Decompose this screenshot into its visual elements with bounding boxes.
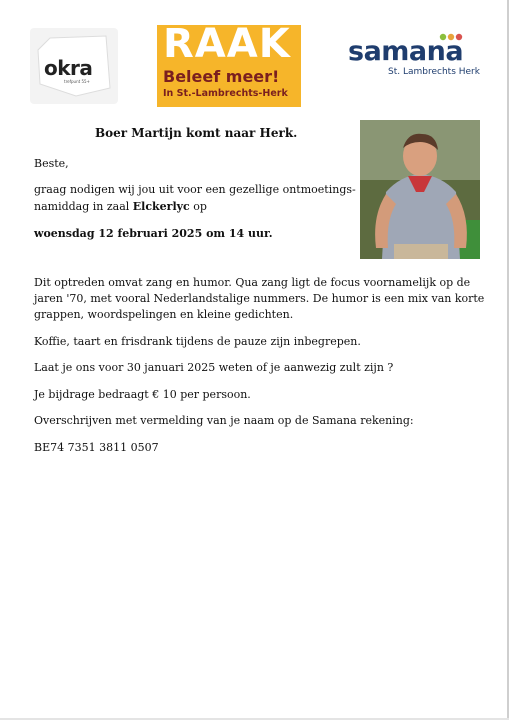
performer-photo-image: [360, 120, 480, 259]
invite-line-1: graag nodigen wij jou uit voor een gezellige ontmoetings-: [34, 183, 356, 196]
invite-line-2-pre: namiddag in zaal: [34, 200, 133, 213]
raak-logo: [157, 21, 301, 107]
body-line-2: jaren '70, met vooral Nederlandstalige nummers. De humor is een mix van korte: [34, 292, 485, 305]
okra-logo-text: okra: [44, 56, 93, 80]
raak-logo-title: RAAK: [163, 21, 291, 67]
raak-logo-location: In St.-Lambrechts-Herk: [163, 88, 288, 99]
transfer-instructions: Overschrijven met vermelding van je naam op de Samana rekening:: [34, 414, 414, 427]
event-date-time: woensdag 12 februari 2025 om 14 uur.: [34, 227, 273, 240]
invite-line-2: [34, 199, 207, 216]
raak-logo-tagline: Beleef meer!: [163, 67, 280, 86]
venue-name: Elckerlyc: [132, 200, 190, 213]
performer-photo: [360, 120, 480, 259]
samana-logo-text: samana: [348, 36, 464, 67]
body-line-3: grappen, woordspelingen en kleine gedichten.: [34, 308, 294, 321]
invite-line-2-post: op: [189, 200, 207, 213]
samana-logo: [342, 30, 480, 80]
letter-title: Boer Martijn komt naar Herk.: [95, 126, 298, 140]
greeting-text: Beste,: [34, 157, 69, 170]
fee-text: Je bijdrage bedraagt € 10 per persoon.: [34, 388, 251, 401]
body-line-1: Dit optreden omvat zang en humor. Qua zang ligt de focus voornamelijk op de: [34, 276, 471, 289]
iban-number: BE74 7351 3811 0507: [34, 441, 159, 454]
okra-logo: [30, 28, 118, 104]
refreshments-text: Koffie, taart en frisdrank tijdens de pauze zijn inbegrepen.: [34, 335, 361, 348]
okra-logo-subtext: trefpunt 55+: [64, 79, 90, 84]
rsvp-text: Laat je ons voor 30 januari 2025 weten of je aanwezig zult zijn ?: [34, 361, 394, 374]
samana-logo-subtext: St. Lambrechts Herk: [388, 67, 480, 77]
